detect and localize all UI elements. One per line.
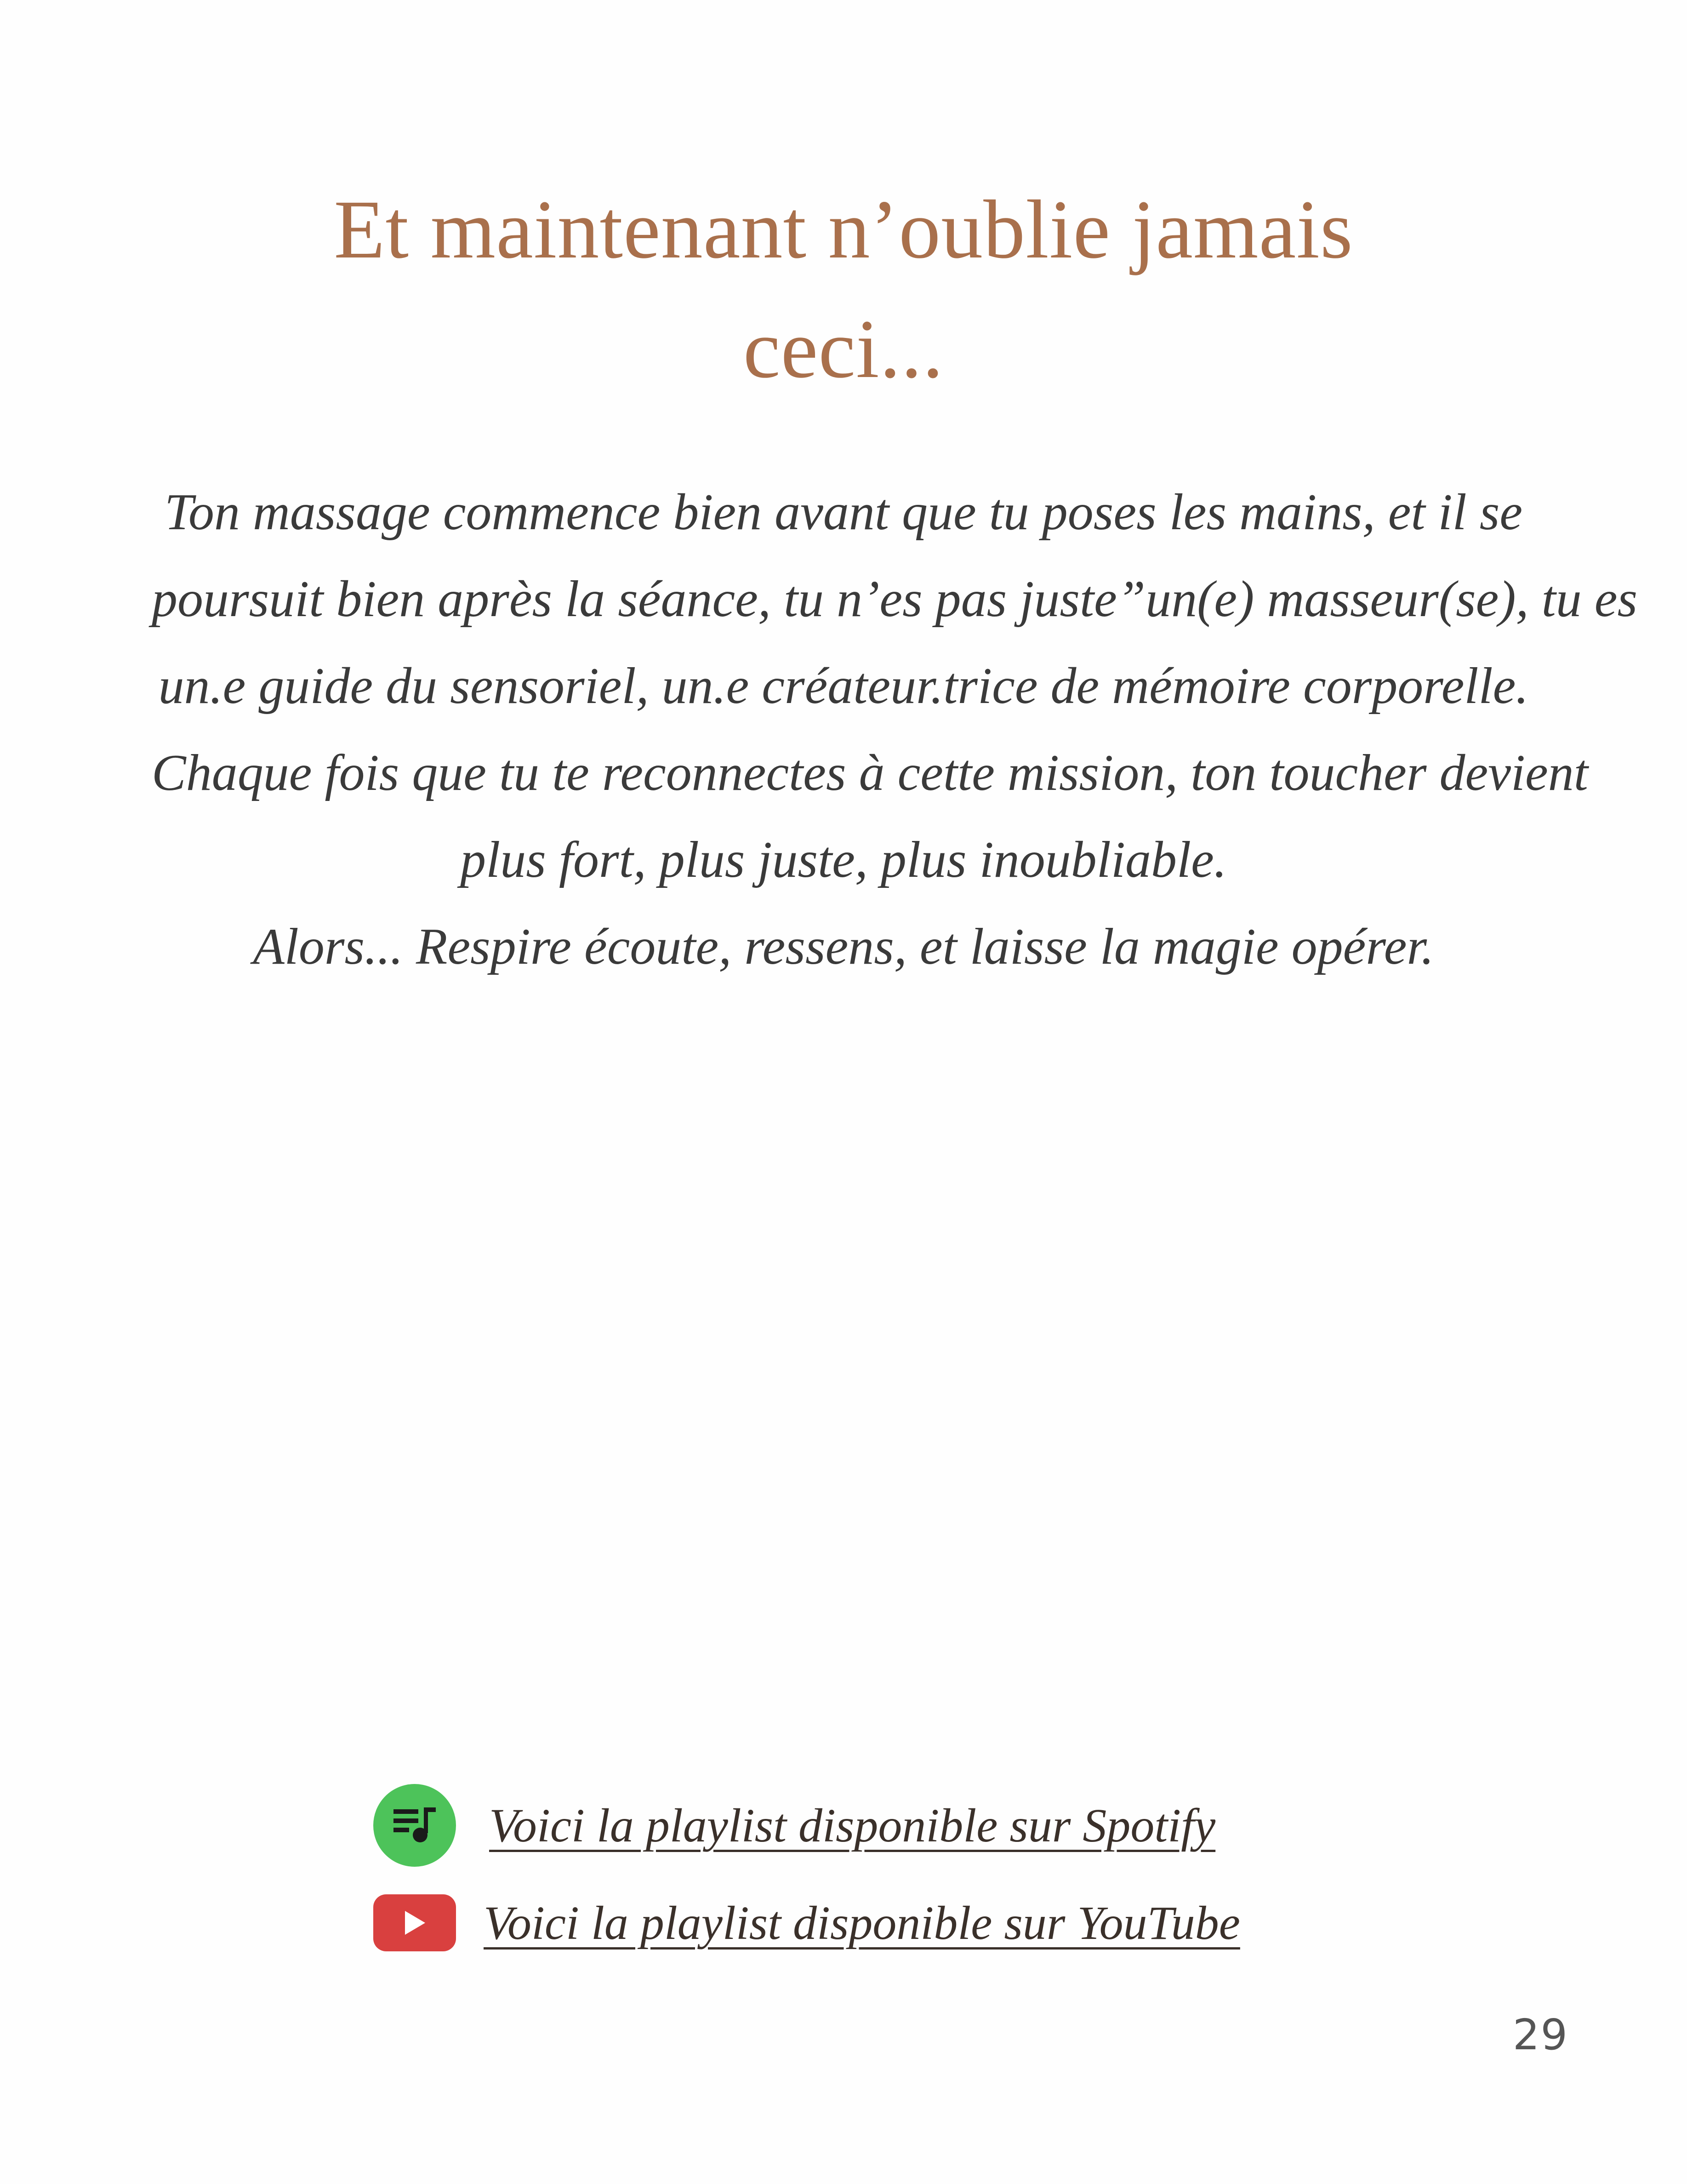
youtube-link-label[interactable]: Voici la playlist disponible sur YouTube [484,1896,1240,1950]
page-title [0,170,1687,409]
body-line: Alors... Respire écoute, ressens, et laisse la magie opérer. [253,918,1434,975]
body-line: un.e guide du sensoriel, un.e créateur.trice de mémoire corporelle. [158,657,1529,715]
page-title-line-1: Et maintenant n’oublie jamais [334,183,1353,276]
playlist-music-note-icon [392,1805,438,1846]
youtube-play-icon[interactable] [373,1894,456,1951]
page-title-line-2: ceci... [743,303,944,395]
page-number: 29 [1512,2010,1568,2059]
body-line: poursuit bien après la séance, tu n’es pas juste”un(e) masseur(se), tu es [152,571,1638,628]
youtube-playlist-link[interactable] [373,1894,1240,1951]
body-line: Chaque fois que tu te reconnectes à cette mission, ton toucher devient [152,744,1588,801]
spotify-playlist-link[interactable] [373,1784,1215,1867]
spotify-playlist-icon[interactable] [373,1784,456,1867]
body-line: Ton massage commence bien avant que tu poses les mains, et il se [164,484,1523,541]
spotify-link-label[interactable]: Voici la playlist disponible sur Spotify [489,1799,1216,1852]
body-line: plus fort, plus juste, plus inoubliable. [460,831,1227,888]
play-triangle-icon [403,1910,426,1936]
body-paragraph [152,469,1638,990]
